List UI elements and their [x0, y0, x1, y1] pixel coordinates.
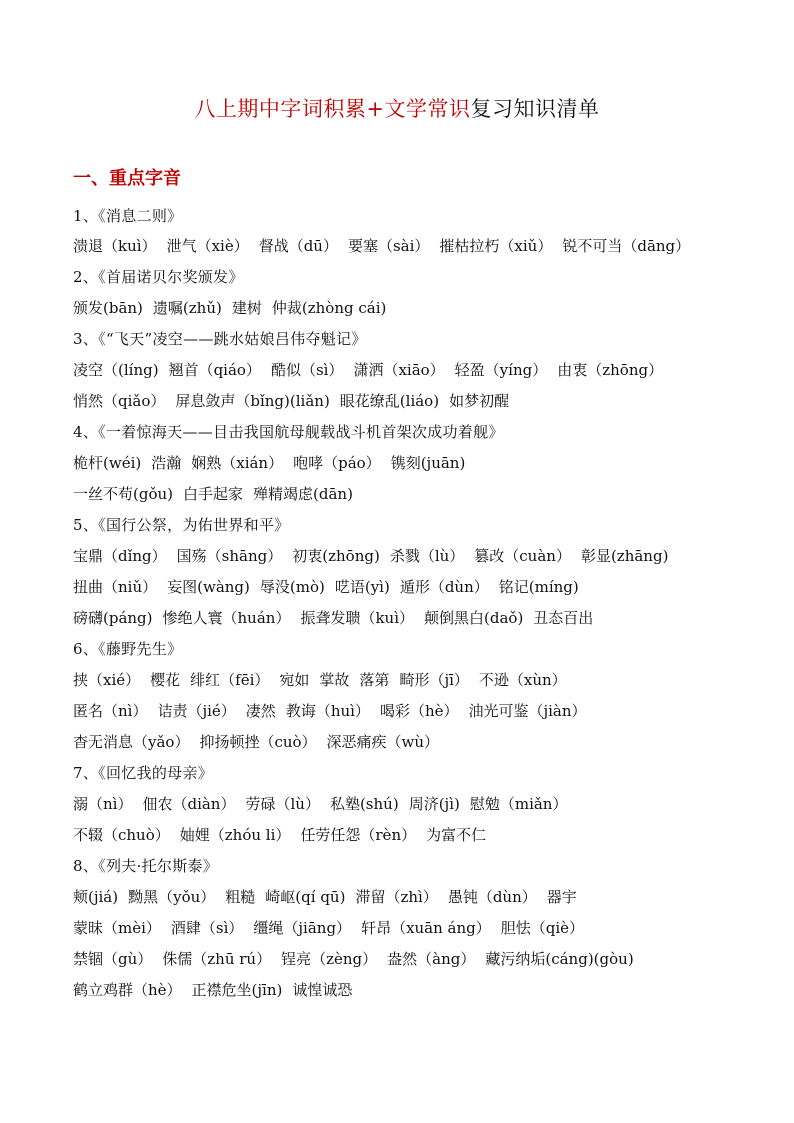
vocab-term: 镌刻(juān)	[390, 454, 466, 472]
vocab-term: 油光可鉴（jiàn）	[468, 702, 587, 720]
vocab-term: 悄然（qiǎo）	[73, 392, 166, 410]
vocab-term: 摧枯拉朽（xiǔ）	[439, 237, 553, 255]
vocab-term: 彰显(zhāng)	[580, 547, 669, 565]
vocab-term: 辱没(mò)	[259, 578, 325, 596]
vocab-term: 禁锢（gù）	[73, 950, 153, 968]
lesson-heading	[73, 206, 753, 226]
vocab-term: 妯娌（zhóu li）	[179, 826, 291, 844]
lesson-title: 8、《列夫·托尔斯泰》	[73, 857, 219, 875]
lesson-heading	[73, 267, 753, 287]
lesson-heading	[73, 856, 753, 876]
page-title	[0, 94, 794, 124]
vocab-term: 要塞（sài）	[347, 237, 430, 255]
vocab-term: 溺（nì）	[73, 795, 133, 813]
vocab-line	[73, 918, 753, 938]
vocab-line	[73, 825, 753, 845]
vocab-term: 篡改（cuàn）	[474, 547, 571, 565]
vocab-term: 督战（dū）	[258, 237, 338, 255]
vocab-term: 白手起家	[183, 485, 244, 503]
vocab-term: 樱花	[150, 671, 181, 689]
title-dark-part: 复习知识清单	[470, 97, 600, 121]
vocab-term: 颁发(bān)	[73, 299, 143, 317]
vocab-term: 私塾(shú)	[329, 795, 399, 813]
vocab-term: 鹤立鸡群（hè）	[73, 981, 182, 999]
vocab-term: 桅杆(wéi)	[73, 454, 142, 472]
vocab-term: 磅礴(páng)	[73, 609, 153, 627]
vocab-term: 凌空（(líng)	[73, 361, 159, 379]
vocab-term: 掌故	[319, 671, 350, 689]
vocab-line	[73, 453, 753, 473]
vocab-term: 凄然	[245, 702, 276, 720]
lesson-heading	[73, 515, 753, 535]
vocab-term: 咆哮（páo）	[293, 454, 381, 472]
vocab-term: 建树	[231, 299, 262, 317]
vocab-term: 佃农（diàn）	[142, 795, 236, 813]
vocab-term: 锃亮（zèng）	[281, 950, 378, 968]
vocab-term: 蒙昧（mèi）	[73, 919, 161, 937]
vocab-term: 酒肆（sì）	[170, 919, 244, 937]
vocab-line	[73, 298, 753, 318]
vocab-term: 藏污纳垢(cáng)(gòu)	[485, 950, 634, 968]
vocab-term: 颠倒黑白(daǒ)	[424, 609, 524, 627]
vocab-term: 如梦初醒	[449, 392, 510, 410]
vocab-term: 粗糙	[225, 888, 256, 906]
vocab-line	[73, 980, 753, 1000]
vocab-term: 潇洒（xiāo）	[353, 361, 445, 379]
vocab-term: 由衷（zhōng）	[557, 361, 664, 379]
vocab-term: 匿名（nì）	[73, 702, 148, 720]
lesson-title: 4、《一着惊海天——目击我国航母舰载战斗机首架次成功着舰》	[73, 423, 504, 441]
vocab-line	[73, 670, 753, 690]
vocab-term: 盎然（àng）	[387, 950, 476, 968]
lesson-title: 5、《国行公祭，为佑世界和平》	[73, 516, 290, 534]
vocab-term: 教诲（huì）	[285, 702, 370, 720]
vocab-line	[73, 794, 753, 814]
vocab-term: 宝鼎（dǐng）	[73, 547, 167, 565]
vocab-term: 不逊（xùn）	[478, 671, 567, 689]
vocab-term: 诘责（jié）	[157, 702, 236, 720]
vocab-term: 器宇	[546, 888, 577, 906]
vocab-line	[73, 391, 753, 411]
vocab-term: 惨绝人寰（huán）	[162, 609, 291, 627]
lesson-heading	[73, 329, 753, 349]
vocab-term: 杳无消息（yǎo）	[73, 733, 190, 751]
lesson-heading	[73, 422, 753, 442]
vocab-term: 呓语(yì)	[334, 578, 390, 596]
vocab-line	[73, 360, 753, 380]
lesson-title: 1、《消息二则》	[73, 207, 183, 225]
vocab-term: 周济(jì)	[408, 795, 460, 813]
lesson-heading	[73, 639, 753, 659]
lesson-title: 7、《回忆我的母亲》	[73, 764, 214, 782]
vocab-term: 不辍（chuò）	[73, 826, 170, 844]
vocab-term: 国殇（shāng）	[176, 547, 283, 565]
vocab-term: 宛如	[279, 671, 310, 689]
vocab-term: 滞留（zhì）	[355, 888, 438, 906]
vocab-term: 遗嘱(zhǔ)	[152, 299, 222, 317]
vocab-term: 畸形（jī）	[399, 671, 469, 689]
vocab-term: 酷似（sì）	[270, 361, 344, 379]
vocab-term: 泄气（xiè）	[166, 237, 249, 255]
vocab-term: 抑扬顿挫（cuò）	[199, 733, 317, 751]
vocab-line	[73, 887, 753, 907]
vocab-term: 慰勉（miǎn）	[469, 795, 568, 813]
vocab-term: 殚精竭虑(dān)	[253, 485, 353, 503]
vocab-term: 颊(jiá)	[73, 888, 119, 906]
vocab-term: 诚惶诚恐	[292, 981, 353, 999]
vocab-line	[73, 236, 753, 256]
vocab-term: 初衷(zhōng)	[292, 547, 380, 565]
vocab-term: 浩瀚	[151, 454, 182, 472]
section-heading: 一、重点字音	[73, 168, 181, 189]
vocab-term: 正襟危坐(jīn)	[191, 981, 283, 999]
vocab-term: 绯红（fēi）	[190, 671, 270, 689]
vocab-term: 愚钝（dùn）	[447, 888, 537, 906]
vocab-term: 崎岖(qí qū)	[265, 888, 346, 906]
vocab-term: 为富不仁	[426, 826, 487, 844]
lesson-heading	[73, 763, 753, 783]
vocab-term: 溃退（kuì）	[73, 237, 157, 255]
vocab-term: 翘首（qiáo）	[168, 361, 261, 379]
vocab-term: 一丝不苟(gǒu)	[73, 485, 173, 503]
title-red-part: 八上期中字词积累+文学常识	[194, 97, 471, 121]
vocab-line	[73, 732, 753, 752]
lesson-title: 6、《藤野先生》	[73, 640, 183, 658]
vocab-term: 轩昂（xuān áng）	[361, 919, 491, 937]
vocab-term: 屏息敛声（bǐng)(liǎn)	[175, 392, 330, 410]
vocab-term: 锐不可当（dāng）	[562, 237, 691, 255]
vocab-term: 杀戮（lù）	[389, 547, 465, 565]
vocab-line	[73, 577, 753, 597]
vocab-term: 喝彩（hè）	[379, 702, 459, 720]
lesson-title: 3、《“飞天”凌空——跳水姑娘吕伟夺魁记》	[73, 330, 367, 348]
vocab-line	[73, 701, 753, 721]
vocab-line	[73, 546, 753, 566]
vocab-term: 黝黑（yǒu）	[128, 888, 216, 906]
vocab-line	[73, 484, 753, 504]
vocab-term: 振聋发聩（kuì）	[300, 609, 415, 627]
vocab-term: 任劳任怨（rèn）	[300, 826, 417, 844]
vocab-term: 深恶痛疾（wù）	[326, 733, 440, 751]
vocab-term: 扭曲（niǔ）	[73, 578, 158, 596]
vocab-term: 侏儒（zhū rú）	[162, 950, 272, 968]
vocab-term: 丑态百出	[533, 609, 594, 627]
vocab-line	[73, 949, 753, 969]
vocab-term: 胆怯（qiè）	[500, 919, 585, 937]
vocab-term: 仲裁(zhòng cái)	[271, 299, 387, 317]
vocab-term: 娴熟（xián）	[191, 454, 284, 472]
vocab-term: 挟（xié）	[73, 671, 141, 689]
vocab-line	[73, 608, 753, 628]
vocab-term: 轻盈（yíng）	[454, 361, 548, 379]
vocab-term: 劳碌（lù）	[245, 795, 320, 813]
lesson-title: 2、《首届诺贝尔奖颁发》	[73, 268, 244, 286]
vocab-term: 缰绳（jiāng）	[253, 919, 352, 937]
vocab-term: 遁形（dùn）	[399, 578, 489, 596]
vocab-term: 落第	[359, 671, 390, 689]
vocab-term: 妄图(wàng)	[167, 578, 250, 596]
vocab-term: 眼花缭乱(liáo)	[339, 392, 440, 410]
vocab-term: 铭记(míng)	[498, 578, 579, 596]
